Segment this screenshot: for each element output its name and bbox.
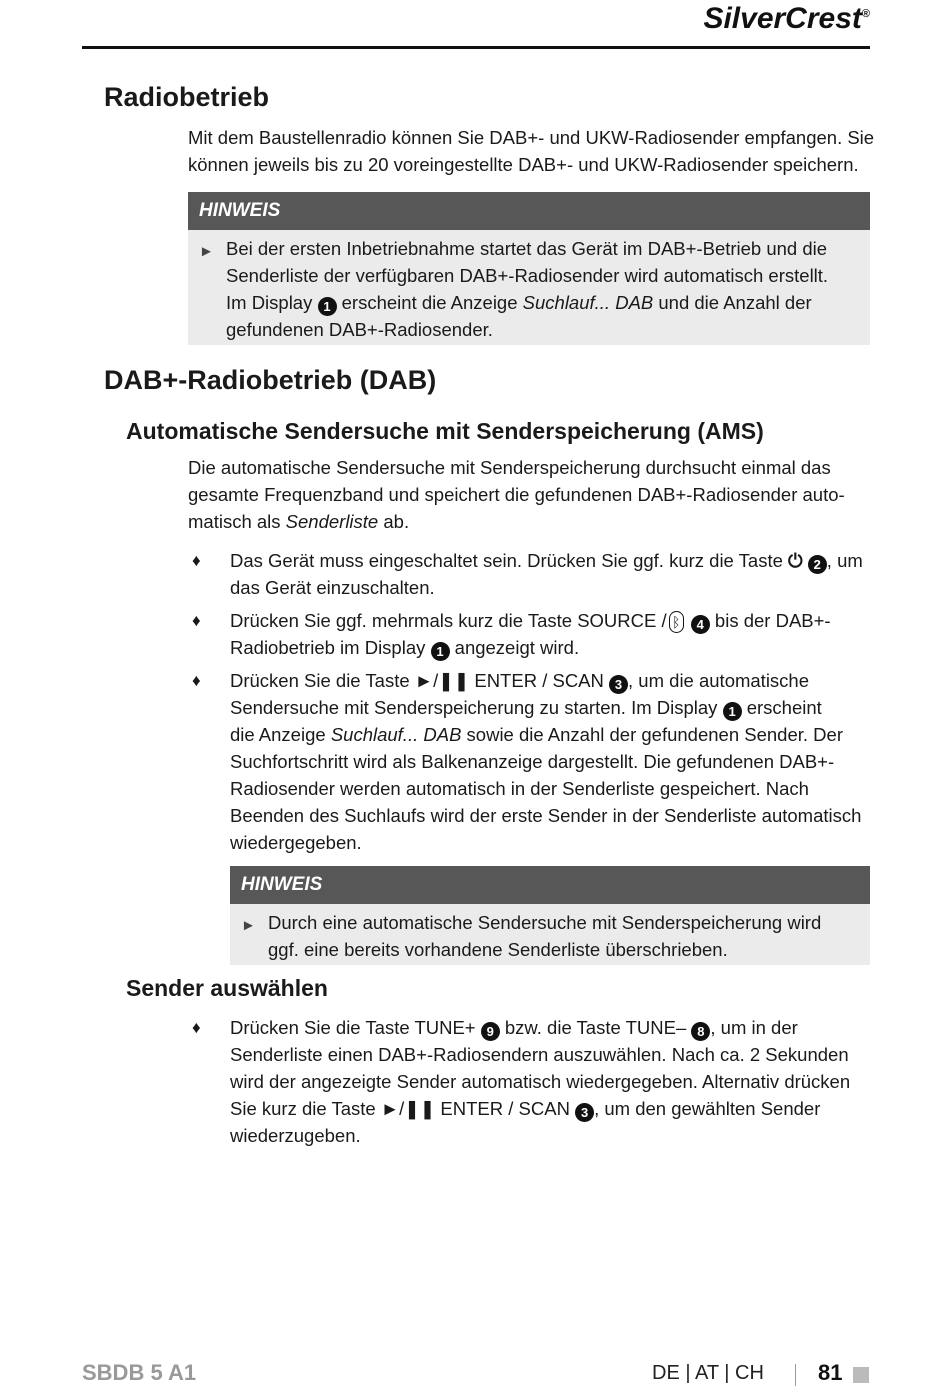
ams-step-2: Drücken Sie ggf. mehrmals kurz die Taste SOURCE / ᛒ 4 bis der DAB+- Radiobetrieb im Display 1 angezeigt wird. — [230, 610, 831, 659]
display-number-badge: 1 — [318, 297, 337, 316]
footer-languages: DE | AT | CH — [652, 1362, 764, 1384]
hinweis-label: HINWEIS — [230, 866, 870, 904]
heading-sender-auswaehlen: Sender auswählen — [126, 975, 328, 1001]
key-number-badge: 4 — [691, 615, 710, 634]
heading-radiobetrieb: Radiobetrieb — [104, 82, 270, 112]
radiobetrieb-intro: Mit dem Baustellenradio können Sie DAB+- und UKW-Radiosender empfangen. Sie können jeweils bis zu 20 voreingestellte DAB+- und UKW-Radiosender speichern. — [188, 127, 875, 175]
footer-divider — [795, 1364, 796, 1386]
note-line: gefundenen DAB+-Radiosender. — [226, 319, 493, 340]
heading-dab-radiobetrieb: DAB+-Radiobetrieb (DAB) — [104, 365, 437, 395]
key-number-badge: 3 — [575, 1103, 594, 1122]
note-line: ggf. eine bereits vorhandene Senderliste überschrieben. — [268, 939, 728, 960]
note-line: Bei der ersten Inbetriebnahme startet das Gerät im DAB+-Betrieb und die — [226, 238, 828, 259]
power-icon: ⏻ — [788, 550, 803, 571]
bullet-icon: ♦ — [192, 1018, 201, 1037]
key-number-badge: 9 — [481, 1022, 500, 1041]
bullet-icon: ♦ — [192, 611, 201, 630]
arrow-icon: ► — [241, 917, 256, 934]
heading-ams: Automatische Sendersuche mit Senderspeicherung (AMS) — [126, 418, 764, 444]
brand-logo: SilverCrest® — [703, 2, 870, 35]
key-number-badge: 2 — [808, 555, 827, 574]
key-number-badge: 3 — [609, 675, 628, 694]
footer-model: SBDB 5 A1 — [82, 1360, 197, 1385]
select-step-1: Drücken Sie die Taste TUNE+ 9 bzw. die Taste TUNE– 8 , um in der Senderliste einen DAB+-Radiosendern auszuwählen. Nach ca. 2 Sekunden wird der angezeigte Sender automatisch wiedergegeben. Alternativ drücken Sie kurz die Taste ►/❚❚ ENTER / SCAN 3 , um den gewählten Sender wiederzugeben. — [230, 1017, 851, 1146]
ams-step-3: Drücken Sie die Taste ►/❚❚ ENTER / SCAN 3 , um die automatische Sendersuche mit Senderspeicherung zu starten. Im Display 1 erscheint die Anzeige Suchlauf... DAB sowie die Anzahl der gefundenen Sender. Der Suchfortschritt wird als Balkenanzeige dargestellt. Die gefundenen DAB+- Radiosender werden automatisch in der Senderliste gespeichert. Nach Beenden des Suchlaufs wird der erste Sender in der Senderliste automatisch wiedergegeben. — [230, 670, 862, 853]
footer-square-icon — [853, 1367, 869, 1383]
bullet-icon: ♦ — [192, 551, 201, 570]
hinweis-box-1 — [188, 192, 870, 345]
page-number: 81 — [818, 1360, 843, 1385]
display-number-badge: 1 — [723, 702, 742, 721]
note-line: Durch eine automatische Sendersuche mit Senderspeicherung wird — [268, 912, 822, 933]
hinweis-box-2 — [230, 866, 870, 965]
bullet-icon: ♦ — [192, 671, 201, 690]
display-number-badge: 1 — [431, 642, 450, 661]
ams-step-1: Das Gerät muss eingeschaltet sein. Drücken Sie ggf. kurz die Taste ⏻ 2 , um das Gerät einzuschalten. — [230, 550, 863, 598]
hinweis-label: HINWEIS — [188, 192, 870, 230]
ams-intro: Die automatische Sendersuche mit Senderspeicherung durchsucht einmal das gesamte Frequenzband und speichert die gefundenen DAB+-Radiosender auto- matisch als Senderliste ab. — [188, 457, 845, 532]
header-rule — [82, 46, 870, 49]
bluetooth-icon: ᛒ — [669, 611, 684, 633]
note-line: Senderliste der verfügbaren DAB+-Radiosender wird automatisch erstellt. — [226, 265, 829, 286]
key-number-badge: 8 — [691, 1022, 710, 1041]
arrow-icon: ► — [199, 243, 214, 260]
note-line: Im Display 1 erscheint die Anzeige Suchlauf... DAB und die Anzahl der — [226, 292, 812, 314]
